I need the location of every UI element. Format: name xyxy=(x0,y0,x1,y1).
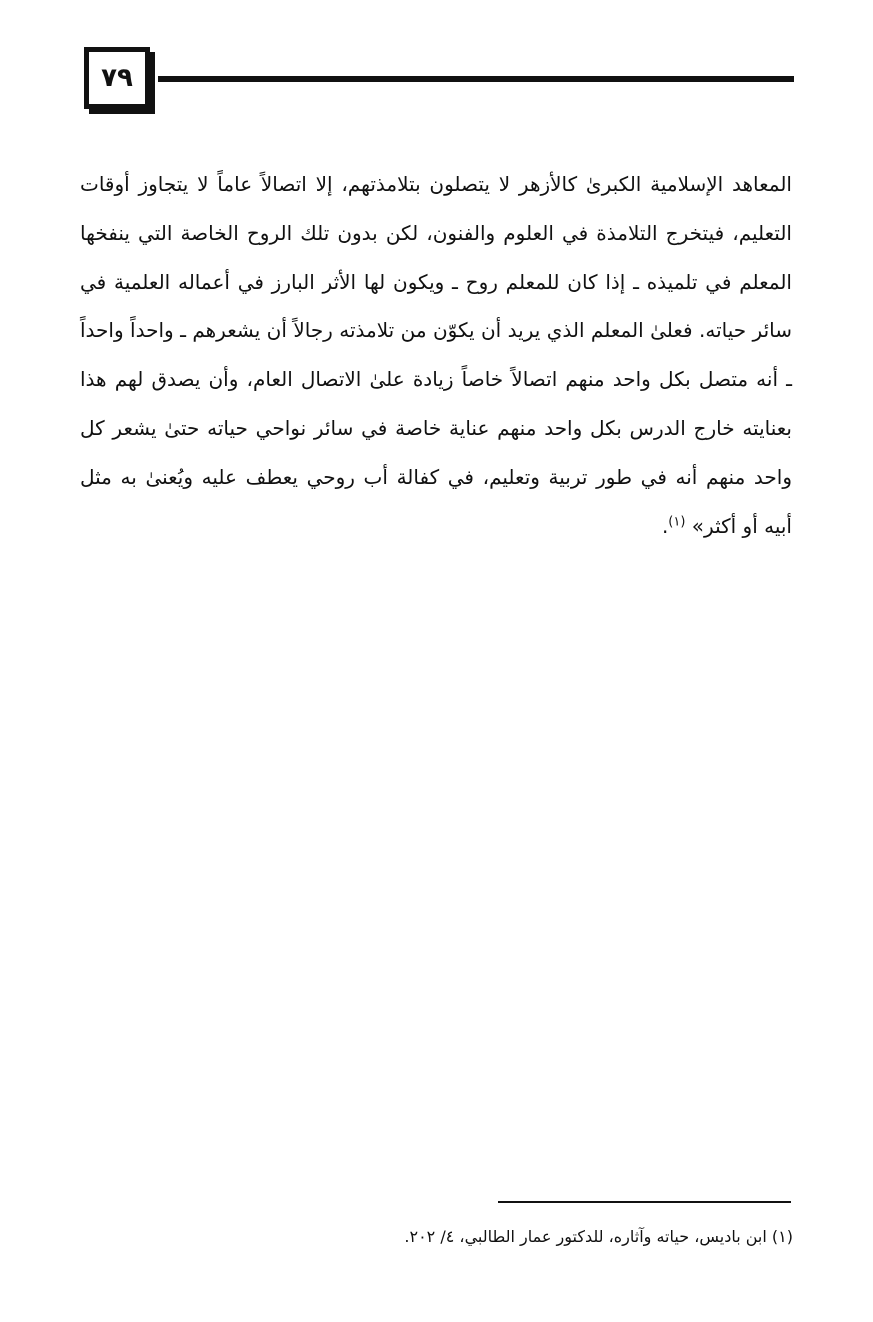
paragraph-text: المعاهد الإسلامية الكبرىٰ كالأزهر لا يتصلون بتلامذتهم، إلا اتصالاً عاماً لا يتجاوز أوقات التعليم، فيتخرج التلامذة في العلوم والفنون، لكن بدون تلك الروح الخاصة التي ينفخها المعلم في تلميذه ـ إذا كان للمعلم روح ـ ويكون لها الأثر البارز في أعماله العلمية في سائر حياته. فعلىٰ المعلم الذي يريد أن يكوّن من تلامذته رجالاً أن يشعرهم ـ واحداً واحداً ـ أنه متصل بكل واحد منهم اتصالاً خاصاً زيادة علىٰ الاتصال العام، وأن يصدق لهم هذا بعنايته خارج الدرس بكل واحد منهم عناية خاصة في سائر نواحي حياته حتىٰ يشعر كل واحد منهم أنه في طور تربية وتعليم، في كفالة أب روحي يعطف عليه ويُعنىٰ به مثل أبيه أو أكثر» xyxy=(80,172,792,538)
page-number-box xyxy=(84,47,150,109)
page-number: ٧٩ xyxy=(101,63,133,93)
paragraph xyxy=(80,160,792,550)
footnote-reference: (١) xyxy=(668,513,686,529)
body-paragraph xyxy=(80,160,792,550)
paragraph-end: . xyxy=(661,513,669,538)
header-rule xyxy=(158,76,794,82)
footnote: (١) ابن باديس، حياته وآثاره، للدكتور عمار الطالبي، ٤/ ٢٠٢. xyxy=(404,1227,793,1246)
footnote-separator xyxy=(498,1201,791,1203)
